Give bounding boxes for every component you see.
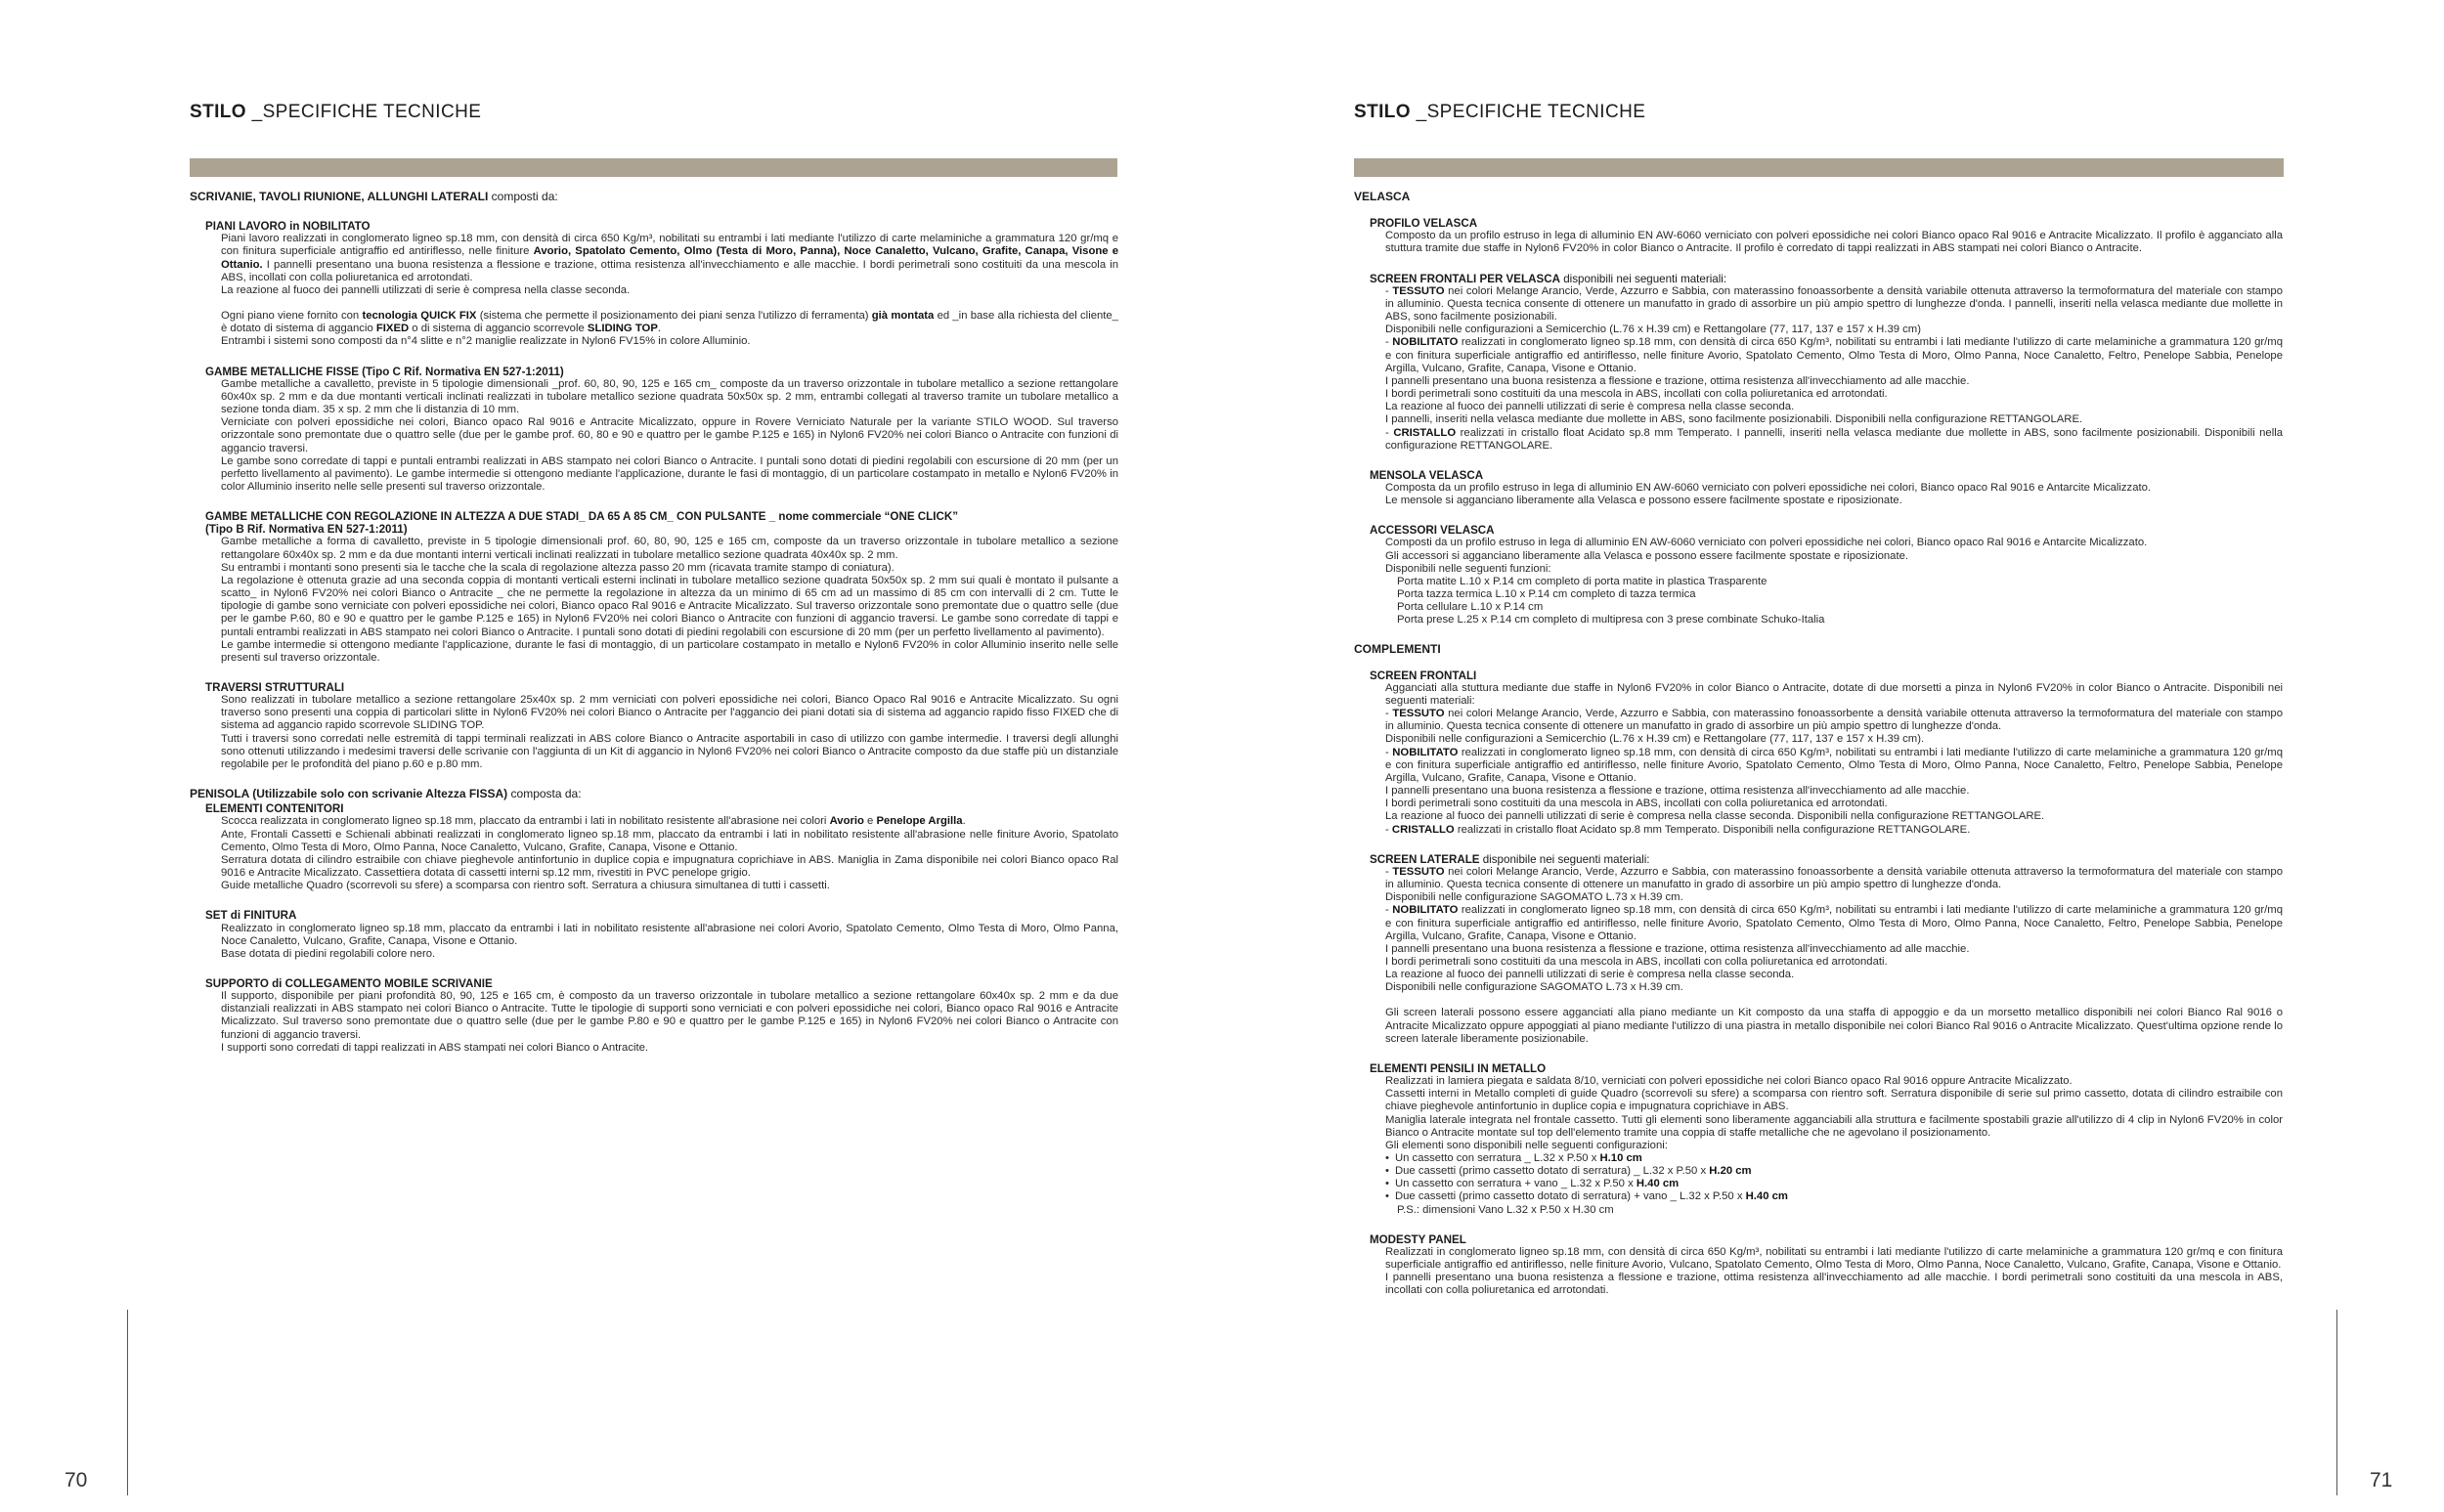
penisola-heading: PENISOLA (Utilizzabile solo con scrivanie Altezza FISSA) composta da:	[190, 787, 582, 801]
screen-frontali-heading: SCREEN FRONTALI	[1370, 669, 1477, 682]
list-item: Porta cellulare L.10 x P.14 cm	[1397, 601, 1544, 614]
pensili-list	[1385, 1152, 2283, 1204]
title-band	[190, 158, 1117, 177]
traversi-section: Sono realizzati in tubolare metallico a sezione rettangolare 25x40x sp. 2 mm verniciati con polveri epossidiche nei colori, Bianco Opaco Ral 9016 e Antracite Micalizzato. Su ogni traverso sono presenti una coppia di particolari slitte in Nylon6 FV20% nei colori Bianco o Antracite per l'aggancio dei piani dotati sia di sistema ad aggancio rapido fisso FIXED che di sistema ad aggancio rapido scorrevole SLIDING TOP. Tutti i traversi sono corredati nelle estremità di tappi terminali realizzati in ABS colore Bianco o Antracite asportabili in caso di utilizzo con gambe intermedie. I traversi degli allunghi sono ottenuti utilizzando i medesimi traversi delle scrivanie con l'aggiunta di un Kit di aggancio in Nylon6 FV20% nei colori Bianco o Antracite composto da due staffe più un distanziale regolabile per le profondità del piano p.60 e p.80 mm.	[221, 694, 1118, 770]
list-item: Porta matite L.10 x P.14 cm completo di porta matite in plastica Trasparente	[1397, 575, 1768, 587]
list-item: Porta tazza termica L.10 x P.14 cm completo di tazza termica	[1397, 588, 1696, 601]
list-item: • Due cassetti (primo cassetto dotato di serratura) + vano _ L.32 x P.50 x H.40 cm	[1385, 1190, 2283, 1203]
intro-heading: SCRIVANIE, TAVOLI RIUNIONE, ALLUNGHI LATERALI composti da:	[190, 190, 558, 203]
profilo-section: Composto da un profilo estruso in lega di alluminio EN AW-6060 verniciato con polveri epossidiche nei colori Bianco opaco Ral 9016 e Antracite Micalizzato. Il profilo è agganciato alla stuttura tramite due staffe in Nylon6 FV20% in color Bianco o Antracite. Il profilo è corredato di tappi realizzati in ABS stampati nei colori Bianco o Antracite.	[1385, 230, 2283, 255]
screen-frontali-section: Agganciati alla stuttura mediante due staffe in Nylon6 FV20% in color Bianco o Antracite, dotate di due morsetti a pinza in Nylon6 FV20% in color Bianco o Antracite. Disponibili nei seguenti materiali: - TESSUTO nei colori Melange Arancio, Verde, Azzurro e Sabbia, con materassino fonoassorbente a densità variabile ottenuta attraverso la termoformatura del materiale con stampo in alluminio. Questa tecnica consente di ottenere un manufatto in grado di assorbire un più ampio spettro di lunghezze d'onda. Disponibili nelle configurazioni a Semicerchio (L.76 x H.39 cm) e Rettangolare (77, 117, 137 e 157 x H.39 cm). - NOBILITATO realizzati in conglomerato ligneo sp.18 mm, con densità di circa 650 Kg/m³, nobilitati su entrambi i lati mediante l'utilizzo di carte melaminiche a grammatura 120 gr/mq e con finitura superficiale antigraffio ed antiriflesso, nelle finiture Avorio, Spatolato Cemento, Olmo Testa di Moro, Olmo Panna, Noce Canaletto, Feltro, Penelope Sabbia, Penelope Argilla, Vulcano, Grafite, Canapa, Visone e Ottanio. I pannelli presentano una buona resistenza a flessione e trazione, ottima resistenza all'invecchiamento ad alle macchie. I bordi perimetrali sono costituiti da una mescola in ABS, incollati con colla poliuretanica ed arrotondati. La reazione al fuoco dei pannelli utilizzati di serie è compresa nella classe seconda. Disponibili nella configurazione RETTANGOLARE. - CRISTALLO realizzati in cristallo float Acidato sp.8 mm Temperato. Disponibili nella configurazione RETTANGOLARE.	[1385, 681, 2283, 836]
finitura-section: Realizzato in conglomerato ligneo sp.18 mm, placcato da entrambi i lati in nobilitato resistente all'abrasione nei colori Avorio, Spatolato Cemento, Olmo Testa di Moro, Olmo Panna, Noce Canaletto, Vulcano, Grafite, Canapa, Visone e Ottanio. Base dotata di piedini regolabili colore nero.	[221, 922, 1118, 960]
list-item: • Due cassetti (primo cassetto dotato di serratura) _ L.32 x P.50 x H.20 cm	[1385, 1165, 2283, 1178]
margin-line	[2336, 1310, 2337, 1495]
gambe-fisse-heading: GAMBE METALLICHE FISSE (Tipo C Rif. Normativa EN 527-1:2011)	[205, 365, 564, 378]
screen-laterale-section: - TESSUTO nei colori Melange Arancio, Verde, Azzurro e Sabbia, con materassino fonoassorbente a densità variabile ottenuta attraverso la termoformatura del materiale con stampo in alluminio. Questa tecnica consente di ottenere un manufatto in grado di assorbire un più ampio spettro di lunghezze d'onda. Disponibili nelle configurazione SAGOMATO L.73 x H.39 cm. - NOBILITATO realizzati in conglomerato ligneo sp.18 mm, con densità di circa 650 Kg/m³, nobilitati su entrambi i lati mediante l'utilizzo di carte melaminiche a grammatura 120 gr/mq e con finitura superficiale antigraffio ed antiriflesso, nelle finiture Avorio, Spatolato Cemento, Olmo Testa di Moro, Olmo Panna, Noce Canaletto, Feltro, Penelope Sabbia, Penelope Argilla, Vulcano, Grafite, Canapa, Visone e Ottanio. I pannelli presentano una buona resistenza a flessione e trazione, ottima resistenza all'invecchiamento ad alle macchie. I bordi perimetrali sono costituiti da una mescola in ABS, incollati con colla poliuretanica ed arrotondati. La reazione al fuoco dei pannelli utilizzati di serie è compresa nella classe seconda. Disponibili nelle configurazione SAGOMATO L.73 x H.39 cm. Gli screen laterali possono essere agganciati alla piano mediante un Kit composto da una staffa di appoggio e da un morsetto metallico disponibili nei colori Bianco Ral 9016 o Antracite Micalizzato oppure appoggiati al piano mediante l'utilizzo di una piastra in metallo disponibile nei colori Bianco Ral 9016 o Antracite Micalizzato. Quest'ultima opzione rende lo screen laterale liberamente posizionabile.	[1385, 865, 2283, 1045]
title-band	[1354, 158, 2284, 177]
page-title: STILO _SPECIFICHE TECNICHE	[1354, 102, 1646, 122]
list-item: • Un cassetto con serratura + vano _ L.32 x P.50 x H.40 cm	[1385, 1178, 2283, 1190]
profilo-heading: PROFILO VELASCA	[1370, 217, 1478, 231]
right-content	[1354, 191, 2283, 1298]
contenitori-heading: ELEMENTI CONTENITORI	[205, 802, 344, 816]
supporto-section: Il supporto, disponibile per piani profondità 80, 90, 125 e 165 cm, è composto da un traverso orizzontale in tubolare metallico a sezione rettangolare 60x40x sp. 2 mm e da due distanziali realizzati in ABS stampato nei colori Bianco o Antracite. Tutte le tipologie di supporti sono verniciati e con polveri epossidiche nei colori, Bianco opaco Ral 9016 e Antracite Micalizzato. Sul traverso sono premontate due o quattro selle (due per le gambe P.80 e 90 e quattro per le gambe P.125 e 165) in Nylon6 FV20% nei colori Bianco o Antracite con funzioni di aggancio traversi. I supporti sono corredati di tappi realizzati in ABS stampati nei colori Bianco o Antracite.	[221, 990, 1118, 1054]
modesty-section: Realizzati in conglomerato ligneo sp.18 mm, con densità di circa 650 Kg/m³, nobilitati su entrambi i lati mediante l'utilizzo di carte melaminiche a grammatura 120 gr/mq e con finitura superficiale antigraffio ed antiriflesso, nelle finiture Avorio, Vulcano, Spatolato Cemento, Olmo Testa di Moro, Olmo Panna, Noce Canaletto, Vulcano, Grafite, Canapa, Visone e Ottanio. I pannelli presentano una buona resistenza a flessione e trazione, ottima resistenza all'invecchiamento ad alle macchie. I bordi perimetrali sono costituiti da una mescola in ABS, incollati con colla poliuretanica ed arrotondati.	[1385, 1245, 2283, 1297]
complementi-heading: COMPLEMENTI	[1354, 641, 1441, 656]
pensili-section: Realizzati in lamiera piegata e saldata 8/10, verniciati con polveri epossidiche nei colori Bianco opaco Ral 9016 oppure Antracite Micalizzato. Cassetti interni in Metallo completi di guide Quadro (scorrevoli su sfere) a scomparsa con rientro soft. Serratura disponibile di serie sul primo cassetto, dotata di cilindro estraibile con chiave pieghevole antinfortunio in duplice copia e impugnatura coprichiave in ABS. Maniglia laterale integrata nel frontale cassetto. Tutti gli elementi sono liberamente agganciabili alla struttura e facilmente spostabili grazie all'utilizzo di 4 clip in Nylon6 FV20% in color Bianco o Antracite montate sul top dell'elemento tramite una coppia di staffe metalliche che ne agevolano il posizionamento. Gli elementi sono disponibili nelle seguenti configurazioni: • Un cassetto con serratura _ L.32 x P.50 x H.10 cm • Due cassetti (primo cassetto dotato di serratura) _ L.32 x P.50 x H.20 cm • Un cassetto con serratura + vano _ L.32 x P.50 x H.40 cm • Due cassetti (primo cassetto dotato di serratura) + vano _ L.32 x P.50 x H.40 cm P.S.: dimensioni Vano L.32 x P.50 x H.30 cm	[1385, 1075, 2283, 1217]
supporto-heading: SUPPORTO di COLLEGAMENTO MOBILE SCRIVANIE	[205, 976, 493, 990]
gambe-regolazione-section: Gambe metalliche a forma di cavalletto, previste in 5 tipologie dimensionali prof. 60, 80, 90, 125 e 165 cm, composte da un traverso orizzontale in tubolare metallico a sezione rettangolare 60x40x sp. 2 mm e da due montanti interni verticali inclinati realizzati in tubolare metallico sezione quadrata 40x40x sp. 2 mm. Su entrambi i montanti sono presenti sia le tacche che la scala di regolazione altezza passo 20 mm (ricavata tramite stampo di coniatura). La regolazione è ottenuta grazie ad una seconda coppia di montanti verticali esterni inclinati in tubolare metallico sezione quadrata 50x50x sp. 2 mm sui quali è montato il pulsante a scatto_ in Nylon6 FV20% nei colori Bianco o Antracite _ che ne permette la regolazione in altezza da un minimo di 65 cm ad un massimo di 85 cm con intervalli di 2 cm. Tutte le tipologie di gambe sono verniciate con polveri epossidiche nei colori, Bianco opaco Ral 9016 e Antracite Micalizzato. Sul traverso orizzontale sono premontate due o quattro selle (due per le gambe P.60, 80 e 90 e quattro per le gambe P.125 e 165) in Nylon6 FV20% nei colori Bianco o Antracite con funzioni di aggancio traversi. Le gambe sono corredate di tappi e puntali entrambi realizzati in ABS stampato nei colori Bianco o Antracite. I puntali sono dotati di piedini regolabili con escursione di 20 mm (per un perfetto livellamento al pavimento). Le gambe intermedie si ottengono mediante l'applicazione, durante le fasi di montaggio, di un particolare costampato in metallo e Nylon6 FV20% in color Alluminio inserito nelle selle presenti sul traverso orizzontale.	[221, 536, 1118, 664]
page-number: 71	[2370, 1469, 2393, 1491]
accessori-list	[1397, 576, 2283, 627]
piani-heading: PIANI LAVORO in NOBILITATO	[205, 220, 371, 234]
accessori-heading: ACCESSORI VELASCA	[1370, 524, 1495, 538]
list-item: Porta prese L.25 x P.14 cm completo di multipresa con 3 prese combinate Schuko-Italia	[1397, 614, 1825, 626]
screen-laterale-heading: SCREEN LATERALE disponibile nei seguenti materiali:	[1370, 852, 1650, 866]
mensola-section: Composta da un profilo estruso in lega di alluminio EN AW-6060 verniciato con polveri epossidiche nei colori, Bianco opaco Ral 9016 e Antarcite Micalizzato. Le mensole si agganciano liberamente alla Velasca e possono essere facilmente spostate e riposizionate.	[1385, 481, 2152, 507]
list-item: • Un cassetto con serratura _ L.32 x P.50 x H.10 cm	[1385, 1152, 2283, 1165]
screen-velasca-section: - TESSUTO nei colori Melange Arancio, Verde, Azzurro e Sabbia, con materassino fonoassorbente a densità variabile ottenuta attraverso la termoformatura del materiale con stampo in alluminio. Questa tecnica consente di ottenere un manufatto in grado di assorbire un più ampio spettro di lunghezze d'onda. I pannelli, inseriti nella velasca mediante due mollette in ABS, sono facilmente posizionabili. Disponibili nelle configurazioni a Semicerchio (L.76 x H.39 cm) e Rettangolare (77, 117, 137 e 157 x H.39 cm) - NOBILITATO realizzati in conglomerato ligneo sp.18 mm, con densità di circa 650 Kg/m³, nobilitati su entrambi i lati mediante l'utilizzo di carte melaminiche a grammatura 120 gr/mq e con finitura superficiale antigraffio ed antiriflesso, nelle finiture Avorio, Spatolato Cemento, Olmo Testa di Moro, Olmo Panna, Noce Canaletto, Feltro, Penelope Sabbia, Penelope Argilla, Vulcano, Grafite, Canapa, Visone e Ottanio. I pannelli presentano una buona resistenza a flessione e trazione, ottima resistenza all'invecchiamento ad alle macchie. I bordi perimetrali sono costituiti da una mescola in ABS, incollati con colla poliuretanica ed arrotondati. La reazione al fuoco dei pannelli utilizzati di serie è compresa nella classe seconda. I pannelli, inseriti nella velasca mediante due mollette in ABS, sono facilmente posizionabili. Disponibili nella configurazione RETTANGOLARE. - CRISTALLO realizzati in cristallo float Acidato sp.8 mm Temperato. I pannelli, inseriti nella velasca mediante due mollette in ABS, sono facilmente posizionabili. Disponibili nella configurazione RETTANGOLARE.	[1385, 284, 2283, 452]
velasca-heading: VELASCA	[1354, 190, 1411, 203]
gambe-fisse-section: Gambe metalliche a cavalletto, previste in 5 tipologie dimensionali _prof. 60, 80, 90, 125 e 165 cm_ composte da un traverso orizzontale in tubolare metallico a sezione rettangolare 60x40x sp. 2 mm e da due montanti verticali inclinati realizzati in tubolare metallico sezione quadrata 50x50x sp. 2 mm, entrambi collegati al traverso tramite un tubolare metallico a sezione tonda diam. 35 x sp. 2 mm che li distanzia di 10 mm. Verniciate con polveri epossidiche nei colori, Bianco opaco Ral 9016 e Antracite Micalizzato, oppure in Rovere Verniciato Naturale per la variante STILO WOOD. Sul traverso orizzontale sono premontate due o quattro selle (due per le gambe prof. 60, 80 e 90 e quattro per le gambe P.125 e 165) in Nylon6 FV20% nei colori Bianco o Antracite con funzioni di aggancio traversi. Le gambe sono corredate di tappi e puntali entrambi realizzati in ABS stampato nei colori Bianco o Antracite. I puntali sono dotati di piedini regolabili con escursione di 20 mm (per un perfetto livellamento al pavimento). Le gambe intermedie si ottengono mediante l'applicazione, durante le fasi di montaggio, di un particolare costampato in metallo e Nylon6 FV20% in color Alluminio inserito nelle selle presenti sul traverso orizzontale.	[221, 377, 1118, 493]
page-title: STILO _SPECIFICHE TECNICHE	[190, 102, 482, 122]
margin-line	[127, 1310, 128, 1495]
modesty-heading: MODESTY PANEL	[1370, 1232, 1466, 1246]
pensili-heading: ELEMENTI PENSILI IN METALLO	[1370, 1061, 1547, 1075]
contenitori-section: Scocca realizzata in conglomerato ligneo sp.18 mm, placcato da entrambi i lati in nobilitato resistente all'abrasione nei colori Avorio e Penelope Argilla. Ante, Frontali Cassetti e Schienali abbinati realizzati in conglomerato ligneo sp.18 mm, placcato da entrambi i lati in nobilitato resistente all'abrasione nelle finiture Avorio, Spatolato Cemento, Olmo Testa di Moro, Olmo Panna, Noce Canaletto, Vulcano, Grafite, Canapa, Visone e Ottanio. Serratura dotata di cilindro estraibile con chiave pieghevole antinfortunio in duplice copia e impugnatura coprichiave in ABS. Maniglia in Zama disponibile nei colori Bianco opaco Ral 9016 e Antracite Micalizzato. Cassettiera dotata di cassetti interni sp.12 mm, rivestiti in PVC penelope grigio. Guide metalliche Quadro (scorrevoli su sfere) a scomparsa con rientro soft. Serratura a chiusura simultanea di tutti i cassetti.	[221, 815, 1118, 892]
right-page	[1222, 0, 2444, 1512]
piani-section: Piani lavoro realizzati in conglomerato ligneo sp.18 mm, con densità di circa 650 Kg/m³, nobilitati su entrambi i lati mediante l'utilizzo di carte melaminiche a grammatura 120 gr/mq e con finitura superficiale antigraffio ed antiriflesso, nelle finiture Avorio, Spatolato Cemento, Olmo (Testa di Moro, Panna), Noce Canaletto, Vulcano, Grafite, Canapa, Visone e Ottanio. I pannelli presentano una buona resistenza a flessione e trazione, ottima resistenza all'invecchiamento e alle macchie. I bordi perimetrali sono costituiti da una mescola in ABS, incollati con colla poliuretanica ed arrotondati. La reazione al fuoco dei pannelli utilizzati di serie è compresa nella classe seconda. Ogni piano viene fornito con tecnologia QUICK FIX (sistema che permette il posizionamento dei piani senza l'utilizzo di ferramenta) già montata ed _in base alla richiesta del cliente_ è dotato di sistema di aggancio FIXED o di sistema di aggancio scorrevole SLIDING TOP. Entrambi i sistemi sono composti da n°4 slitte e n°2 maniglie realizzate in Nylon6 FV15% in colore Alluminio.	[221, 233, 1118, 348]
gambe-regolazione-heading: GAMBE METALLICHE CON REGOLAZIONE IN ALTEZZA A DUE STADI_ DA 65 A 85 CM_ CON PULSANTE _ nome commerciale “ONE CLICK” (Tipo B Rif. Normativa EN 527-1:2011)	[205, 510, 958, 537]
left-content	[190, 191, 1118, 1055]
screen-velasca-heading: SCREEN FRONTALI PER VELASCA disponibili nei seguenti materiali:	[1370, 272, 1727, 285]
page-number: 70	[65, 1469, 88, 1491]
traversi-heading: TRAVERSI STRUTTURALI	[205, 681, 345, 694]
accessori-section: Composti da un profilo estruso in lega di alluminio EN AW-6060 verniciato con polveri epossidiche nei colori, Bianco opaco Ral 9016 e Antarcite Micalizzato. Gli accessori si agganciano liberamente alla Velasca e possono essere facilmente spostate e riposizionate. Disponibili nelle seguenti funzioni: Porta matite L.10 x P.14 cm completo di porta matite in plastica Trasparente Porta tazza termica L.10 x P.14 cm completo di tazza termica Porta cellulare L.10 x P.14 cm Porta prese L.25 x P.14 cm completo di multipresa con 3 prese combinate Schuko-Italia	[1385, 537, 2283, 626]
mensola-heading: MENSOLA VELASCA	[1370, 468, 1484, 482]
finitura-heading: SET di FINITURA	[205, 909, 297, 923]
